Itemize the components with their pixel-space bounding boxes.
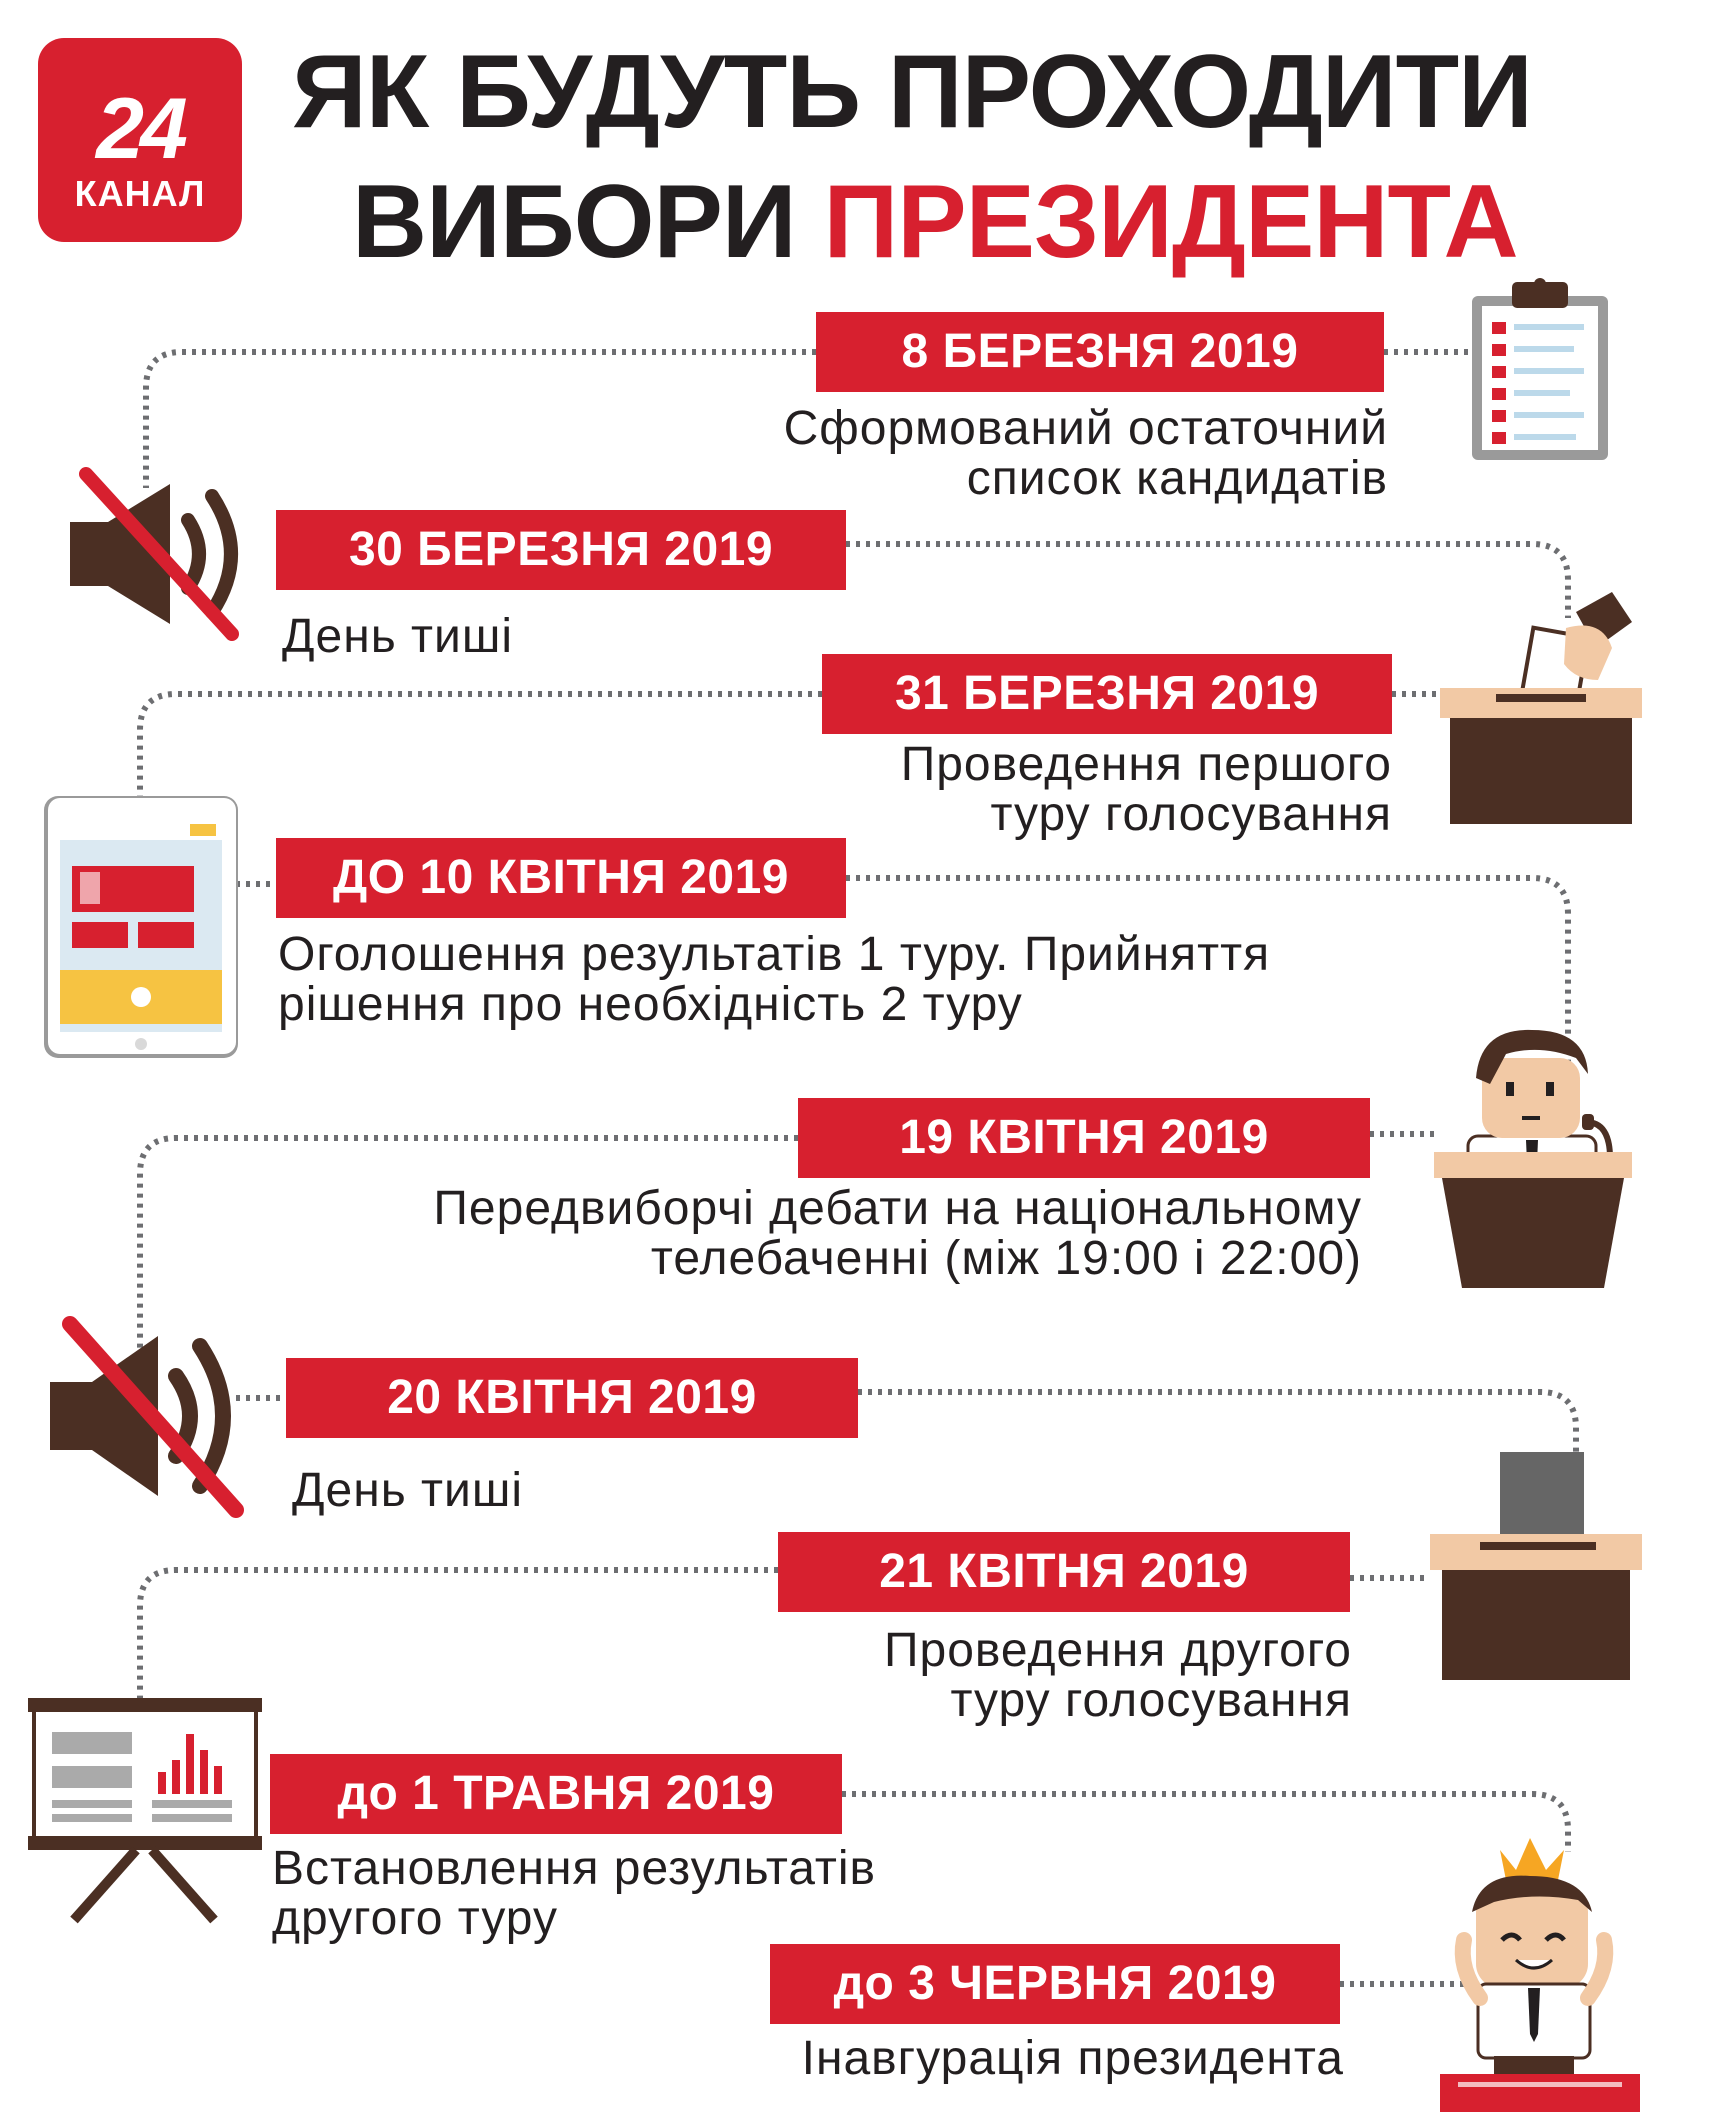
date-badge-1: 8 БЕРЕЗНЯ 2019 — [816, 312, 1384, 392]
title-plain: ВИБОРИ — [352, 164, 824, 280]
clipboard-checklist-icon — [1468, 276, 1616, 466]
date-badge-3: 31 БЕРЕЗНЯ 2019 — [822, 654, 1392, 734]
event-7-line-1: Проведення другого — [884, 1624, 1352, 1677]
event-4-line-1: Оголошення результатів 1 туру. Прийняття — [278, 928, 1271, 981]
event-text-5 — [433, 1184, 1362, 1284]
event-text-9 — [802, 2034, 1344, 2084]
event-9-line-1: Інавгурація президента — [801, 2032, 1344, 2085]
muted-speaker-icon-2 — [40, 1310, 250, 1520]
event-7-line-2: туру голосування — [950, 1674, 1352, 1727]
event-2-line-1: День тиші — [282, 610, 514, 663]
event-text-6 — [292, 1466, 523, 1516]
event-text-3 — [901, 740, 1392, 840]
ballot-box-hand-icon — [1436, 568, 1646, 828]
date-badge-5: 19 КВІТНЯ 2019 — [798, 1098, 1370, 1178]
event-8-line-1: Встановлення результатів — [272, 1842, 877, 1895]
page-title-line-1: ЯК БУДУТЬ ПРОХОДИТИ — [292, 34, 1532, 150]
page-title-line-2 — [352, 164, 1518, 280]
event-5-line-1: Передвиборчі дебати на національному — [433, 1182, 1362, 1235]
date-badge-8: до 1 ТРАВНЯ 2019 — [270, 1754, 842, 1834]
date-badge-9: до 3 ЧЕРВНЯ 2019 — [770, 1944, 1340, 2024]
presentation-board-icon — [24, 1690, 264, 1926]
muted-speaker-icon-1 — [60, 464, 260, 644]
event-4-line-2: рішення про необхідність 2 туру — [278, 978, 1023, 1031]
date-badge-6: 20 КВІТНЯ 2019 — [286, 1358, 858, 1438]
event-6-line-1: День тиші — [292, 1464, 524, 1517]
event-3-line-1: Проведення першого — [900, 738, 1392, 791]
event-text-4 — [278, 930, 1270, 1030]
event-text-7 — [884, 1626, 1352, 1726]
event-text-1 — [784, 404, 1388, 504]
logo-name: КАНАЛ — [74, 173, 206, 214]
connector-7 — [140, 1570, 778, 1700]
channel-logo — [38, 38, 242, 242]
event-text-8 — [272, 1844, 876, 1944]
date-badge-2: 30 БЕРЕЗНЯ 2019 — [276, 510, 846, 590]
tablet-icon — [40, 792, 246, 1064]
logo-number: 24 — [96, 81, 184, 177]
event-1-line-2: список кандидатів — [966, 452, 1388, 505]
ballot-box-icon — [1424, 1446, 1648, 1684]
title-accent: ПРЕЗИДЕНТА — [823, 164, 1518, 280]
connector-3 — [140, 694, 822, 796]
date-badge-4: ДО 10 КВІТНЯ 2019 — [276, 838, 846, 918]
crowned-president-icon — [1424, 1828, 1656, 2118]
event-text-2 — [282, 612, 513, 662]
speaker-podium-icon — [1420, 1018, 1646, 1290]
date-badge-7: 21 КВІТНЯ 2019 — [778, 1532, 1350, 1612]
event-1-line-1: Сформований остаточний — [783, 402, 1388, 455]
event-3-line-2: туру голосування — [990, 788, 1392, 841]
event-8-line-2: другого туру — [272, 1892, 558, 1945]
event-5-line-2: телебаченні (між 19:00 і 22:00) — [650, 1232, 1362, 1285]
